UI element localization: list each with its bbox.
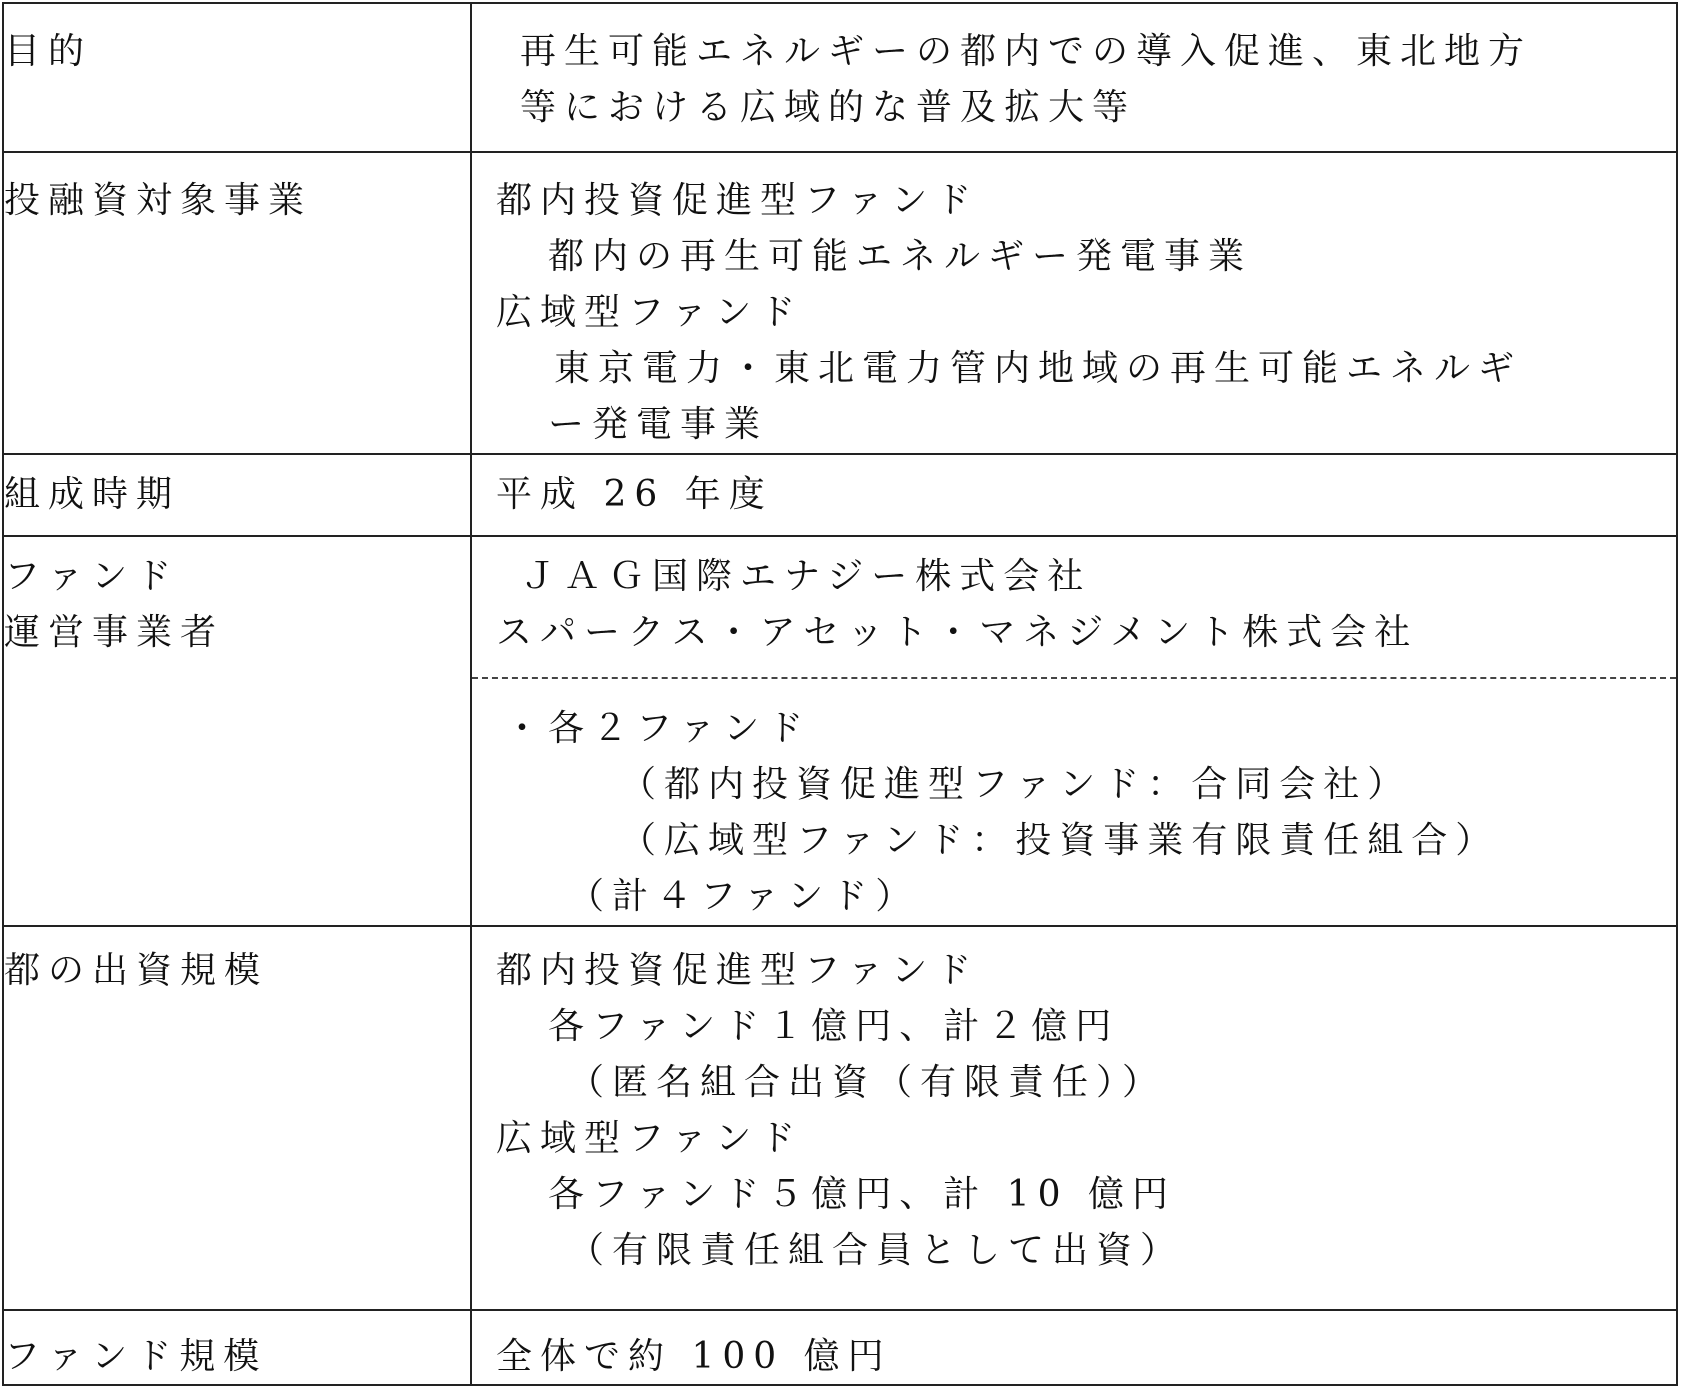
table-row-investment-target — [4, 152, 1676, 454]
table-row-purpose — [4, 4, 1676, 152]
value-line: 再生可能エネルギーの都内での導入促進、東北地方 — [520, 31, 1533, 72]
table-row-fund-operators — [4, 536, 1676, 926]
value-line: （有限責任組合員として出資） — [568, 1230, 1185, 1271]
value-line: 等における広域的な普及拡大等 — [520, 87, 1137, 128]
value-line: ＪＡＧ国際エナジー株式会社 — [520, 556, 1092, 597]
value-line: ・各２ファンド — [504, 708, 812, 749]
value-line: 各ファンド１億円、計２億円 — [548, 1006, 1120, 1047]
table-row-fund-scale — [4, 1310, 1676, 1385]
row-label-cell — [4, 152, 471, 454]
value-line: 都内投資促進型ファンド — [496, 180, 980, 221]
row-value-cell — [471, 926, 1676, 1310]
table-row-formation-period — [4, 454, 1676, 536]
row-value-cell — [471, 152, 1676, 454]
row-label-text: 運営事業者 — [4, 612, 225, 653]
row-label-cell — [4, 536, 471, 926]
value-line: 都内投資促進型ファンド — [496, 950, 980, 991]
value-line: （都内投資促進型ファンド：合同会社） — [620, 764, 1412, 805]
fund-info-table-frame — [2, 2, 1678, 1386]
value-line: （計４ファンド） — [568, 876, 920, 917]
row-value-cell — [471, 454, 1676, 536]
value-line: 平成 26 年度 — [496, 474, 773, 515]
value-line: 都内の再生可能エネルギー発電事業 — [548, 236, 1253, 277]
row-label-cell — [4, 1310, 471, 1385]
value-line: （広域型ファンド：投資事業有限責任組合） — [620, 820, 1500, 861]
row-label-text: ファンド — [4, 556, 180, 597]
value-line: スパークス・アセット・マネジメント株式会社 — [496, 612, 1419, 653]
value-line: 広域型ファンド — [496, 1118, 804, 1159]
row-value-cell — [471, 536, 1676, 926]
value-line: 東京電力・東北電力管内地域の再生可能エネルギ — [554, 348, 1523, 389]
value-line: ー発電事業 — [548, 404, 769, 445]
row-label-cell — [4, 454, 471, 536]
row-label-text: 都の出資規模 — [4, 950, 269, 991]
row-label-cell — [4, 926, 471, 1310]
row-label-text: 組成時期 — [4, 474, 181, 515]
row-label-text: 投融資対象事業 — [4, 180, 313, 221]
row-value-cell — [471, 4, 1676, 152]
row-label-cell — [4, 4, 471, 152]
fund-info-table — [4, 4, 1676, 1385]
value-line: 全体で約 100 億円 — [496, 1336, 892, 1377]
row-value-cell — [471, 1310, 1676, 1385]
value-line: 各ファンド５億円、計 10 億円 — [548, 1174, 1176, 1215]
value-line: （匿名組合出資（有限責任）） — [568, 1062, 1167, 1103]
table-row-tokyo-investment-scale — [4, 926, 1676, 1310]
row-label-text: 目的 — [4, 31, 93, 72]
row-label-text: ファンド規模 — [4, 1336, 268, 1377]
value-line: 広域型ファンド — [496, 292, 804, 333]
